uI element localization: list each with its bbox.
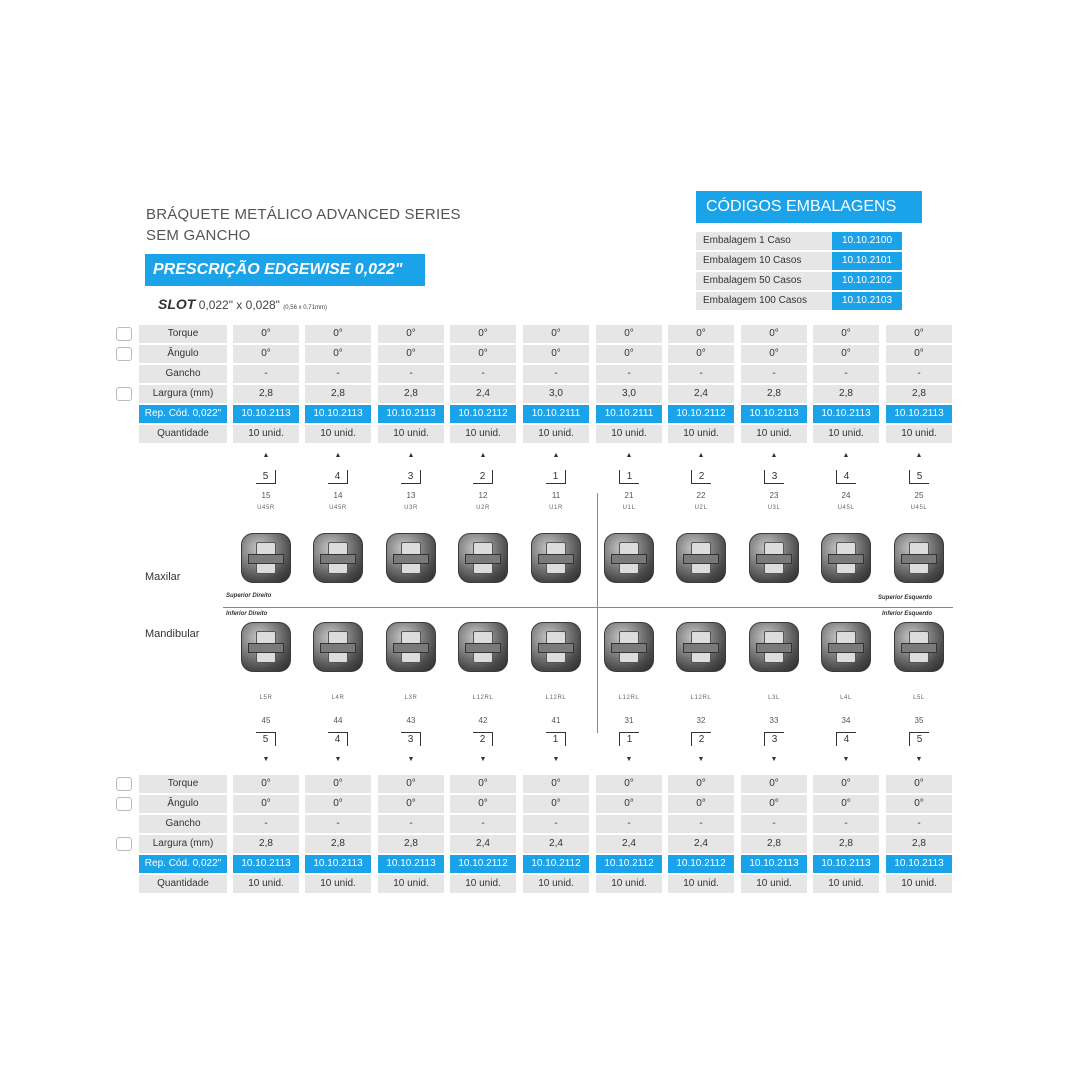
row-label-quantidade: Quantidade bbox=[139, 875, 227, 893]
bracket-image-lower bbox=[458, 622, 508, 672]
arrow-up-icon: ▲ bbox=[479, 452, 487, 459]
table-cell: 0° bbox=[813, 775, 879, 793]
row-label-gancho: Gancho bbox=[139, 815, 227, 833]
table-cell: 10.10.2113 bbox=[813, 855, 879, 873]
table-cell: 0° bbox=[813, 795, 879, 813]
tooth-number: 2 bbox=[691, 732, 711, 746]
table-cell: 0° bbox=[305, 795, 371, 813]
table-cell: - bbox=[523, 365, 589, 383]
tooth-code: U3R bbox=[404, 505, 418, 511]
tooth-code: U45R bbox=[329, 505, 347, 511]
table-cell: - bbox=[305, 815, 371, 833]
table-cell: 2,8 bbox=[886, 835, 952, 853]
table-cell: 2,8 bbox=[813, 835, 879, 853]
tooth-glyph-icon bbox=[116, 837, 132, 851]
table-cell: 0° bbox=[668, 325, 734, 343]
table-row-quantidade bbox=[139, 425, 955, 443]
arrow-down-icon: ▼ bbox=[915, 756, 923, 763]
table-cell: 10.10.2112 bbox=[450, 855, 516, 873]
table-cell: 10.10.2113 bbox=[378, 855, 444, 873]
table-cell: 10 unid. bbox=[305, 425, 371, 443]
code-label: Embalagem 10 Casos bbox=[696, 252, 832, 270]
bracket-wing bbox=[465, 643, 501, 653]
table-cell: 2,4 bbox=[450, 835, 516, 853]
slot-label: SLOT bbox=[158, 296, 196, 312]
fdi-number: 21 bbox=[624, 491, 634, 500]
table-cell: 3,0 bbox=[596, 385, 662, 403]
fdi-number: 33 bbox=[769, 716, 779, 725]
fdi-number: 35 bbox=[914, 716, 924, 725]
table-cell: 0° bbox=[596, 345, 662, 363]
table-cell: 3,0 bbox=[523, 385, 589, 403]
table-cell: 0° bbox=[523, 775, 589, 793]
table-cell: - bbox=[741, 815, 807, 833]
bracket-wing bbox=[248, 554, 284, 564]
bracket-wing bbox=[538, 643, 574, 653]
arrow-down-icon: ▼ bbox=[262, 756, 270, 763]
superior-esquerdo-label: Superior Esquerdo bbox=[878, 595, 933, 601]
table-cell: 2,8 bbox=[378, 385, 444, 403]
tooth-number: 3 bbox=[764, 732, 784, 746]
table-cell: - bbox=[233, 815, 299, 833]
arrow-down-icon: ▼ bbox=[479, 756, 487, 763]
bracket-image-lower bbox=[386, 622, 436, 672]
slot-mm: (0,56 x 0,71mm) bbox=[283, 305, 327, 311]
table-cell: 10 unid. bbox=[886, 875, 952, 893]
table-cell: 0° bbox=[668, 795, 734, 813]
table-cell: 2,4 bbox=[668, 835, 734, 853]
table-cell: - bbox=[305, 365, 371, 383]
table-cell: 2,8 bbox=[305, 385, 371, 403]
bracket-wing bbox=[465, 554, 501, 564]
fdi-number: 14 bbox=[333, 491, 343, 500]
table-cell: - bbox=[596, 365, 662, 383]
tooth-number: 2 bbox=[473, 732, 493, 746]
arrow-up-icon: ▲ bbox=[625, 452, 633, 459]
table-cell: - bbox=[886, 365, 952, 383]
tooth-number: 2 bbox=[691, 470, 711, 484]
table-cell: 10.10.2113 bbox=[305, 405, 371, 423]
arrow-down-icon: ▼ bbox=[407, 756, 415, 763]
table-row-angulo bbox=[139, 795, 955, 813]
bracket-image-lower bbox=[604, 622, 654, 672]
mandibular-label: Mandibular bbox=[145, 628, 200, 640]
tooth-number: 4 bbox=[328, 470, 348, 484]
table-cell: 2,8 bbox=[378, 835, 444, 853]
table-row-quantidade bbox=[139, 875, 955, 893]
tooth-code: U2L bbox=[694, 505, 708, 511]
table-cell: 0° bbox=[523, 325, 589, 343]
arrow-up-icon: ▲ bbox=[770, 452, 778, 459]
table-cell: - bbox=[741, 365, 807, 383]
tooth-number: 3 bbox=[401, 470, 421, 484]
table-cell: 0° bbox=[523, 795, 589, 813]
table-cell: - bbox=[668, 815, 734, 833]
tooth-number: 1 bbox=[619, 732, 639, 746]
fdi-number: 32 bbox=[696, 716, 706, 725]
tooth-code: L12RL bbox=[618, 695, 640, 701]
table-cell: 0° bbox=[741, 795, 807, 813]
arrow-up-icon: ▲ bbox=[697, 452, 705, 459]
fdi-number: 44 bbox=[333, 716, 343, 725]
table-cell: 10.10.2111 bbox=[523, 405, 589, 423]
bracket-image-lower bbox=[821, 622, 871, 672]
table-cell: - bbox=[450, 365, 516, 383]
fdi-number: 11 bbox=[551, 491, 561, 500]
tooth-number: 4 bbox=[328, 732, 348, 746]
table-cell: 2,4 bbox=[668, 385, 734, 403]
table-cell: - bbox=[813, 815, 879, 833]
table-cell: 0° bbox=[741, 325, 807, 343]
row-label-angulo: Ângulo bbox=[139, 795, 227, 813]
table-cell: 0° bbox=[450, 775, 516, 793]
table-row-torque bbox=[139, 325, 955, 343]
arrow-up-icon: ▲ bbox=[552, 452, 560, 459]
tooth-code: L5L bbox=[913, 695, 925, 701]
table-cell: 0° bbox=[378, 775, 444, 793]
fdi-number: 34 bbox=[841, 716, 851, 725]
bracket-wing bbox=[538, 554, 574, 564]
table-cell: 10 unid. bbox=[668, 425, 734, 443]
tooth-code: U3L bbox=[767, 505, 781, 511]
table-cell: 2,8 bbox=[886, 385, 952, 403]
table-cell: - bbox=[523, 815, 589, 833]
fdi-number: 31 bbox=[624, 716, 634, 725]
table-cell: - bbox=[596, 815, 662, 833]
table-cell: 10.10.2112 bbox=[450, 405, 516, 423]
tooth-number: 1 bbox=[619, 470, 639, 484]
table-row-angulo bbox=[139, 345, 955, 363]
table-cell: 10 unid. bbox=[233, 425, 299, 443]
row-label-quantidade: Quantidade bbox=[139, 425, 227, 443]
table-cell: 10.10.2111 bbox=[596, 405, 662, 423]
table-row-rep bbox=[139, 405, 955, 423]
row-label-torque: Torque bbox=[139, 325, 227, 343]
table-cell: 0° bbox=[450, 325, 516, 343]
row-label-rep: Rep. Cód. 0,022" bbox=[139, 405, 227, 423]
bracket-image-upper bbox=[749, 533, 799, 583]
table-cell: 0° bbox=[233, 775, 299, 793]
tooth-code: U45L bbox=[837, 505, 855, 511]
inferior-direito-label: Inferior Direito bbox=[226, 611, 268, 617]
superior-direito-label: Superior Direito bbox=[226, 593, 272, 599]
arrow-up-icon: ▲ bbox=[915, 452, 923, 459]
table-cell: 2,4 bbox=[450, 385, 516, 403]
table-cell: 0° bbox=[886, 345, 952, 363]
table-row-gancho bbox=[139, 815, 955, 833]
tooth-number: 5 bbox=[256, 470, 276, 484]
tooth-glyph-icon bbox=[116, 327, 132, 341]
table-row-torque bbox=[139, 775, 955, 793]
table-cell: 0° bbox=[596, 325, 662, 343]
tooth-number: 5 bbox=[909, 470, 929, 484]
tooth-code: L12RL bbox=[545, 695, 567, 701]
bracket-image-lower bbox=[676, 622, 726, 672]
bracket-image-upper bbox=[458, 533, 508, 583]
table-row-largura bbox=[139, 835, 955, 853]
arrow-down-icon: ▼ bbox=[697, 756, 705, 763]
tooth-glyph-icon bbox=[116, 387, 132, 401]
slot-value: 0,022" x 0,028" bbox=[198, 298, 280, 312]
slot-spec bbox=[158, 296, 327, 312]
tooth-glyph-icon bbox=[116, 347, 132, 361]
table-cell: 0° bbox=[450, 345, 516, 363]
fdi-number: 43 bbox=[406, 716, 416, 725]
fdi-number: 22 bbox=[696, 491, 706, 500]
table-cell: 10 unid. bbox=[741, 875, 807, 893]
tooth-code: U1R bbox=[549, 505, 563, 511]
table-cell: 10 unid. bbox=[378, 875, 444, 893]
bracket-wing bbox=[828, 554, 864, 564]
bracket-image-lower bbox=[241, 622, 291, 672]
tooth-code: U1L bbox=[622, 505, 636, 511]
prescription-banner: PRESCRIÇÃO EDGEWISE 0,022" bbox=[145, 254, 425, 286]
tooth-number: 4 bbox=[836, 470, 856, 484]
bracket-wing bbox=[393, 554, 429, 564]
tooth-number: 4 bbox=[836, 732, 856, 746]
arrow-down-icon: ▼ bbox=[625, 756, 633, 763]
table-cell: 10.10.2113 bbox=[378, 405, 444, 423]
table-cell: 2,4 bbox=[523, 835, 589, 853]
table-row-gancho bbox=[139, 365, 955, 383]
table-cell: 2,4 bbox=[596, 835, 662, 853]
table-cell: 10.10.2112 bbox=[668, 855, 734, 873]
table-cell: 10.10.2113 bbox=[233, 405, 299, 423]
tooth-code: L4R bbox=[331, 695, 345, 701]
bracket-image-lower bbox=[749, 622, 799, 672]
table-cell: 10 unid. bbox=[523, 875, 589, 893]
bracket-wing bbox=[320, 554, 356, 564]
table-cell: 10 unid. bbox=[378, 425, 444, 443]
table-cell: 2,8 bbox=[233, 385, 299, 403]
vertical-divider bbox=[597, 493, 598, 733]
bracket-image-lower bbox=[313, 622, 363, 672]
bracket-image-upper bbox=[531, 533, 581, 583]
tooth-glyph-icon bbox=[116, 797, 132, 811]
code-row bbox=[696, 292, 908, 310]
tooth-code: U45L bbox=[910, 505, 928, 511]
tooth-code: L12RL bbox=[690, 695, 712, 701]
arrow-down-icon: ▼ bbox=[334, 756, 342, 763]
fdi-number: 41 bbox=[551, 716, 561, 725]
table-cell: 10 unid. bbox=[233, 875, 299, 893]
code-value: 10.10.2103 bbox=[832, 292, 902, 310]
table-cell: 0° bbox=[450, 795, 516, 813]
table-cell: 0° bbox=[523, 345, 589, 363]
table-cell: 0° bbox=[741, 775, 807, 793]
table-cell: 10 unid. bbox=[596, 875, 662, 893]
row-label-largura: Largura (mm) bbox=[139, 835, 227, 853]
bracket-wing bbox=[611, 643, 647, 653]
tooth-number: 3 bbox=[764, 470, 784, 484]
table-cell: 0° bbox=[668, 345, 734, 363]
inferior-esquerdo-label: Inferior Esquerdo bbox=[882, 611, 933, 617]
fdi-number: 13 bbox=[406, 491, 416, 500]
arrow-down-icon: ▼ bbox=[842, 756, 850, 763]
code-label: Embalagem 100 Casos bbox=[696, 292, 832, 310]
fdi-number: 24 bbox=[841, 491, 851, 500]
horizontal-divider bbox=[223, 607, 953, 608]
table-cell: - bbox=[378, 365, 444, 383]
row-label-largura: Largura (mm) bbox=[139, 385, 227, 403]
table-cell: - bbox=[886, 815, 952, 833]
bracket-wing bbox=[393, 643, 429, 653]
code-row bbox=[696, 272, 908, 290]
table-cell: 10 unid. bbox=[813, 425, 879, 443]
bracket-image-upper bbox=[604, 533, 654, 583]
table-cell: 10.10.2113 bbox=[886, 405, 952, 423]
tooth-code: L4L bbox=[840, 695, 852, 701]
bracket-wing bbox=[683, 554, 719, 564]
product-title-line2: SEM GANCHO bbox=[146, 227, 251, 244]
code-value: 10.10.2101 bbox=[832, 252, 902, 270]
table-cell: 0° bbox=[741, 345, 807, 363]
table-row-rep bbox=[139, 855, 955, 873]
bracket-wing bbox=[320, 643, 356, 653]
tooth-number: 3 bbox=[401, 732, 421, 746]
fdi-number: 42 bbox=[478, 716, 488, 725]
table-cell: 0° bbox=[886, 775, 952, 793]
fdi-number: 45 bbox=[261, 716, 271, 725]
arrow-up-icon: ▲ bbox=[262, 452, 270, 459]
table-cell: 10 unid. bbox=[523, 425, 589, 443]
arrow-up-icon: ▲ bbox=[842, 452, 850, 459]
table-cell: 2,8 bbox=[305, 835, 371, 853]
table-cell: 2,8 bbox=[741, 385, 807, 403]
table-cell: 2,8 bbox=[813, 385, 879, 403]
table-cell: 10 unid. bbox=[813, 875, 879, 893]
fdi-number: 23 bbox=[769, 491, 779, 500]
table-cell: 10 unid. bbox=[886, 425, 952, 443]
bracket-image-upper bbox=[821, 533, 871, 583]
table-cell: 10.10.2112 bbox=[596, 855, 662, 873]
bracket-image-lower bbox=[894, 622, 944, 672]
table-cell: 0° bbox=[305, 325, 371, 343]
product-title-line1: BRÁQUETE METÁLICO ADVANCED SERIES bbox=[146, 206, 461, 223]
table-cell: 10.10.2112 bbox=[523, 855, 589, 873]
bracket-wing bbox=[756, 554, 792, 564]
bracket-image-upper bbox=[676, 533, 726, 583]
table-cell: 0° bbox=[233, 345, 299, 363]
table-cell: - bbox=[813, 365, 879, 383]
table-cell: - bbox=[233, 365, 299, 383]
table-cell: 0° bbox=[378, 795, 444, 813]
tooth-code: U45R bbox=[257, 505, 275, 511]
table-cell: - bbox=[668, 365, 734, 383]
row-label-angulo: Ângulo bbox=[139, 345, 227, 363]
bracket-wing bbox=[683, 643, 719, 653]
bracket-wing bbox=[248, 643, 284, 653]
code-label: Embalagem 1 Caso bbox=[696, 232, 832, 250]
table-cell: 0° bbox=[233, 325, 299, 343]
row-label-rep: Rep. Cód. 0,022" bbox=[139, 855, 227, 873]
tooth-code: L3L bbox=[768, 695, 780, 701]
tooth-code: L3R bbox=[404, 695, 418, 701]
bracket-image-upper bbox=[241, 533, 291, 583]
table-cell: 10.10.2113 bbox=[741, 855, 807, 873]
table-cell: 0° bbox=[596, 775, 662, 793]
tooth-number: 5 bbox=[909, 732, 929, 746]
table-cell: 10 unid. bbox=[305, 875, 371, 893]
table-cell: 2,8 bbox=[741, 835, 807, 853]
table-cell: 10.10.2112 bbox=[668, 405, 734, 423]
tooth-number: 1 bbox=[546, 732, 566, 746]
bracket-wing bbox=[901, 643, 937, 653]
bracket-wing bbox=[901, 554, 937, 564]
table-cell: - bbox=[378, 815, 444, 833]
table-cell: 10 unid. bbox=[450, 875, 516, 893]
table-cell: 10.10.2113 bbox=[741, 405, 807, 423]
code-row bbox=[696, 232, 908, 250]
table-cell: 2,8 bbox=[233, 835, 299, 853]
bracket-wing bbox=[828, 643, 864, 653]
table-cell: 0° bbox=[886, 325, 952, 343]
bracket-image-lower bbox=[531, 622, 581, 672]
tooth-code: L5R bbox=[259, 695, 273, 701]
table-cell: - bbox=[450, 815, 516, 833]
table-cell: 0° bbox=[886, 795, 952, 813]
table-cell: 10.10.2113 bbox=[886, 855, 952, 873]
tooth-number: 2 bbox=[473, 470, 493, 484]
table-cell: 10 unid. bbox=[668, 875, 734, 893]
bracket-wing bbox=[611, 554, 647, 564]
tooth-number: 1 bbox=[546, 470, 566, 484]
table-cell: 0° bbox=[305, 345, 371, 363]
arrow-down-icon: ▼ bbox=[552, 756, 560, 763]
table-cell: 0° bbox=[233, 795, 299, 813]
table-cell: 0° bbox=[813, 325, 879, 343]
fdi-number: 12 bbox=[478, 491, 488, 500]
table-cell: 10 unid. bbox=[741, 425, 807, 443]
table-cell: 10 unid. bbox=[596, 425, 662, 443]
table-cell: 0° bbox=[378, 325, 444, 343]
arrow-up-icon: ▲ bbox=[334, 452, 342, 459]
bracket-wing bbox=[756, 643, 792, 653]
maxilar-label: Maxilar bbox=[145, 571, 181, 583]
row-label-gancho: Gancho bbox=[139, 365, 227, 383]
table-cell: 0° bbox=[378, 345, 444, 363]
fdi-number: 15 bbox=[261, 491, 271, 500]
table-cell: 0° bbox=[813, 345, 879, 363]
table-cell: 10 unid. bbox=[450, 425, 516, 443]
table-cell: 0° bbox=[305, 775, 371, 793]
table-cell: 10.10.2113 bbox=[813, 405, 879, 423]
code-value: 10.10.2102 bbox=[832, 272, 902, 290]
arrow-up-icon: ▲ bbox=[407, 452, 415, 459]
fdi-number: 25 bbox=[914, 491, 924, 500]
tooth-glyph-icon bbox=[116, 777, 132, 791]
row-label-torque: Torque bbox=[139, 775, 227, 793]
table-cell: 0° bbox=[596, 795, 662, 813]
code-row bbox=[696, 252, 908, 270]
code-value: 10.10.2100 bbox=[832, 232, 902, 250]
tooth-code: U2R bbox=[476, 505, 490, 511]
tooth-code: L12RL bbox=[472, 695, 494, 701]
table-row-largura bbox=[139, 385, 955, 403]
bracket-image-upper bbox=[894, 533, 944, 583]
table-cell: 10.10.2113 bbox=[305, 855, 371, 873]
bracket-image-upper bbox=[386, 533, 436, 583]
table-cell: 0° bbox=[668, 775, 734, 793]
code-label: Embalagem 50 Casos bbox=[696, 272, 832, 290]
bracket-image-upper bbox=[313, 533, 363, 583]
codes-title: CÓDIGOS EMBALAGENS bbox=[696, 191, 922, 223]
arrow-down-icon: ▼ bbox=[770, 756, 778, 763]
table-cell: 10.10.2113 bbox=[233, 855, 299, 873]
tooth-number: 5 bbox=[256, 732, 276, 746]
